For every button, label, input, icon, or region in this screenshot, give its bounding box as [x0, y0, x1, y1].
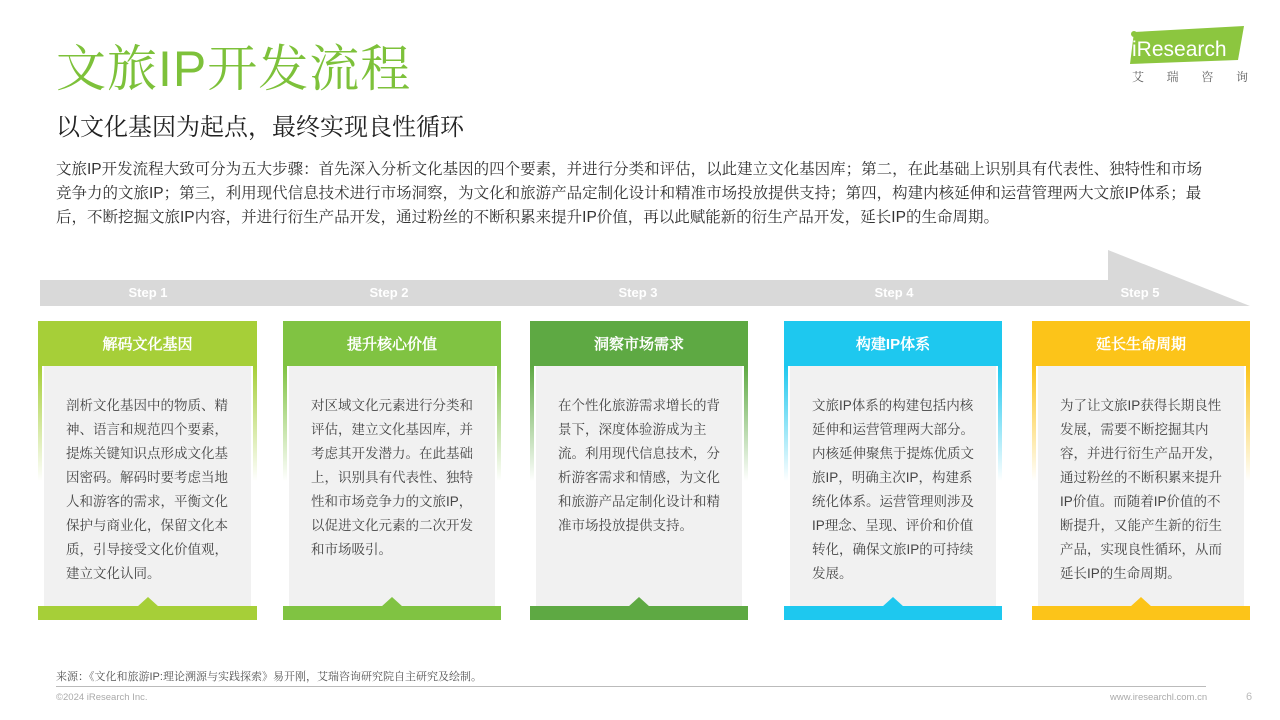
card-text: 在个性化旅游需求增长的背景下，深度体验游成为主流。利用现代信息技术，分析游客需求和情感，为文化和旅游产品定制化设计和精准市场投放提供支持。	[558, 398, 720, 533]
step-label-3: Step 3	[618, 285, 658, 300]
card-footer-bar	[784, 606, 1002, 620]
step-card-1	[38, 321, 257, 620]
logo-sub-char: 瑞	[1166, 70, 1179, 84]
copyright: ©2024 iResearch Inc.	[56, 692, 148, 703]
page-number: 6	[1246, 691, 1253, 703]
card-text: 为了让文旅IP获得长期良性发展，需要不断挖掘其内容，并进行衍生产品开发，通过粉丝的不断积累来提升IP价值。而随着IP价值的不断提升，又能产生新的衍生产品，实现良性循环，从而延长IP的生命周期。	[1060, 398, 1222, 581]
card-edge	[998, 366, 1002, 481]
step-label-2: Step 2	[369, 285, 409, 300]
card-edge	[1246, 366, 1250, 481]
card-text: 文旅IP体系的构建包括内核延伸和运营管理两大部分。内核延伸聚焦于提炼优质文旅IP，明确主次IP，构建系统化体系。运营管理则涉及IP理念、呈现、评价和价值转化，确保文旅IP的可持续发展。	[812, 398, 974, 581]
step-card-4	[784, 321, 1002, 620]
intro-paragraph: 文旅IP开发流程大致可分为五大步骤：首先深入分析文化基因的四个要素，并进行分类和评估，以此建立文化基因库；第二，在此基础上识别具有代表性、独特性和市场竞争力的文旅IP；第三，利用现代信息技术进行市场洞察，为文化和旅游产品定制化设计和精准市场投放提供支持；第四，构建内核延伸和运营管理两大文旅IP体系；最后，不断挖掘文旅IP内容，并进行衍生产品开发，通过粉丝的不断积累来提升IP价值，再以此赋能新的衍生产品开发，延长IP的生命周期。	[56, 161, 1203, 226]
card-text: 剖析文化基因中的物质、精神、语言和规范四个要素，提炼关键知识点形成文化基因密码。解码时要考虑当地人和游客的需求，平衡文化保护与商业化，保留文化本质，引导接受文化价值观，建立文化认同。	[66, 398, 228, 581]
card-header: 构建IP体系	[784, 321, 1002, 366]
card-edge	[530, 366, 534, 481]
logo-brand: iResearch	[1132, 38, 1227, 61]
step-label-4: Step 4	[874, 285, 914, 300]
website-url: www.iresearchl.com.cn	[1110, 692, 1208, 703]
card-edge	[253, 366, 257, 481]
page-subtitle: 以文化基因为起点，最终实现良性循环	[56, 114, 464, 141]
card-edge	[1032, 366, 1036, 481]
step-card-3	[530, 321, 748, 620]
card-footer-bar	[38, 606, 257, 620]
logo-sub-char: 询	[1235, 70, 1248, 84]
card-edge	[283, 366, 287, 481]
step-label-5: Step 5	[1120, 285, 1160, 300]
card-footer-bar	[283, 606, 501, 620]
card-header: 提升核心价值	[283, 321, 501, 366]
card-footer-bar	[1032, 606, 1250, 620]
card-header: 解码文化基因	[38, 321, 257, 366]
logo-sub	[1132, 68, 1248, 85]
card-edge	[38, 366, 42, 481]
card-edge	[497, 366, 501, 481]
card-header: 延长生命周期	[1032, 321, 1250, 366]
card-header: 洞察市场需求	[530, 321, 748, 366]
logo-sub-char: 艾	[1132, 70, 1145, 84]
step-card-5	[1032, 321, 1250, 620]
card-text: 对区域文化元素进行分类和评估，建立文化基因库，并考虑其开发潜力。在此基础上，识别具有代表性、独特性和市场竞争力的文旅IP，以促进文化元素的二次开发和市场吸引。	[311, 398, 473, 557]
page-title: 文旅IP开发流程	[56, 41, 412, 97]
iresearch-logo	[1124, 24, 1248, 86]
card-edge	[744, 366, 748, 481]
logo-mark	[1124, 24, 1248, 68]
step-card-2	[283, 321, 501, 620]
footer-divider	[56, 686, 1206, 687]
card-edge	[784, 366, 788, 481]
source-note: 来源：《文化和旅游IP:理论溯源与实践探索》易开刚，艾瑞咨询研究院自主研究及绘制。	[56, 671, 482, 683]
step-label-1: Step 1	[128, 285, 168, 300]
card-footer-bar	[530, 606, 748, 620]
logo-sub-char: 咨	[1201, 70, 1214, 84]
